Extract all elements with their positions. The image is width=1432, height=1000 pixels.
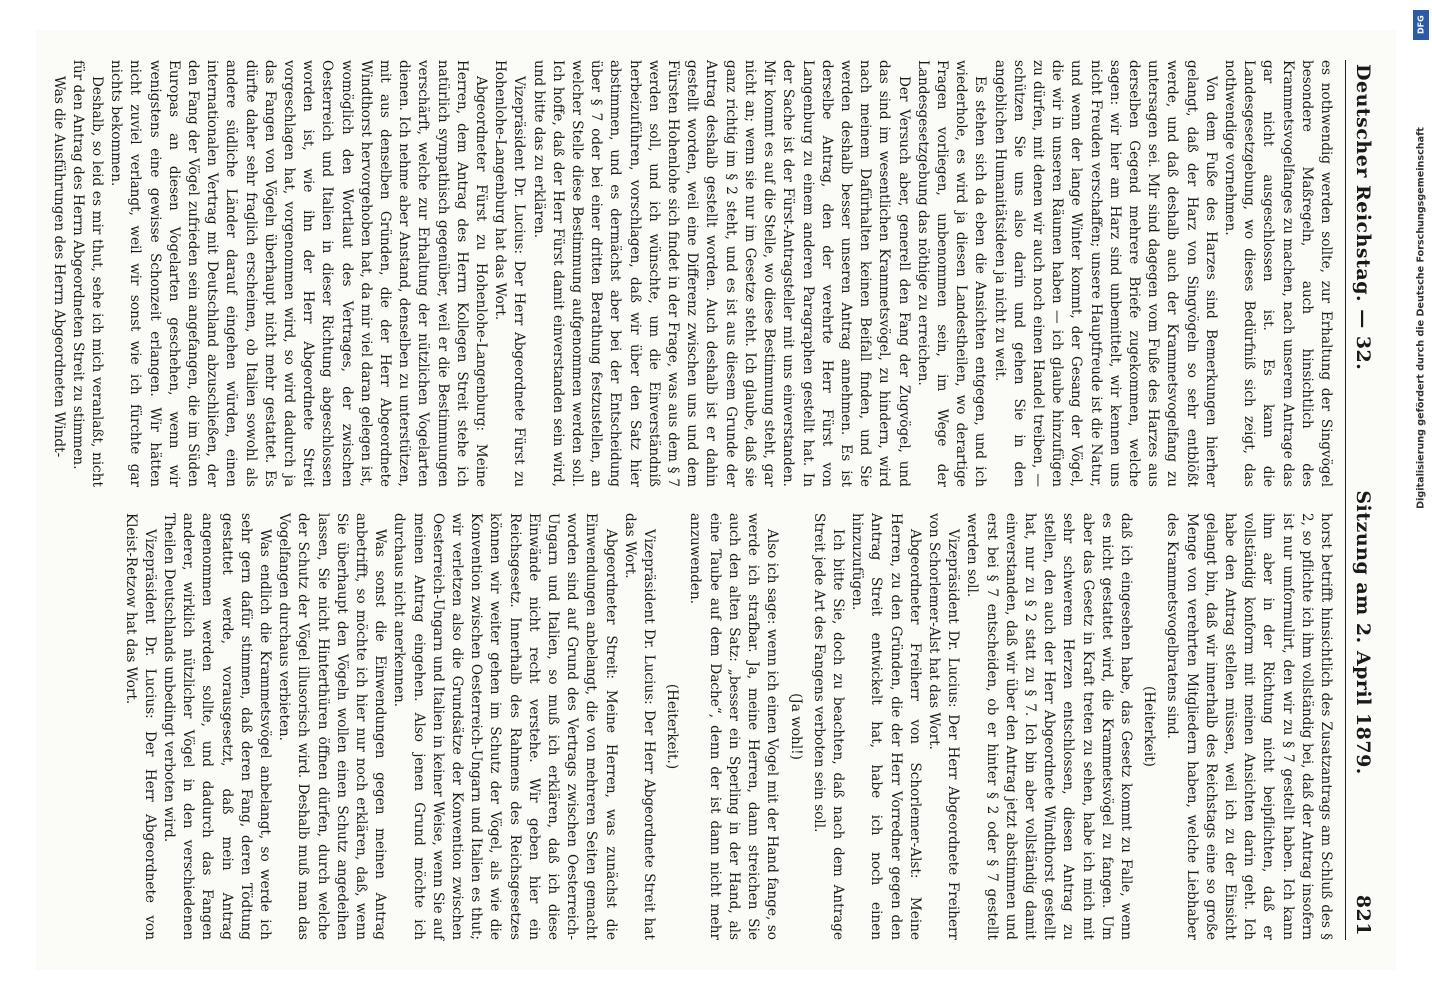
speaker-paragraph: Abgeordneter Fürst zu Hohenlohe-Langenburg: Meine Herren, dem Antrag des Herrn Kollegen Streit stehe ich natürlich sympathisch gegenüber, weil er die Bestimmungen verschärft, welche zur Erhaltung der nützlichen Vogelarten dienen. Ich nehme aber Anstand, denselben zu unterstützen, mit aus denselben Gründen, die der Herr Abgeordnete Windthorst hervorgehoben hat, da mir viel daran gelegen ist, womöglich den Wortlaut des Vertrages, der zwischen Oesterreich und Italien in dieser Richtung abgeschlossen worden ist, wie ihn der Herr Abgeordnete Streit vorgeschlagen hat, vorgenommen wird, so wird dadurch ja das Fangen von Vögeln überhaupt nicht mehr gestattet. Es dürfte daher sehr fraglich erscheinen, ob Italien sowohl als andere südliche Länder darauf eingehen würden, einen internationalen Vertrag mit Deutschland abzuschließen, der den Fang der Vögel zufrieden sein angefangen, die im Süden Europas an diesen Vogelarten geschehen, wenn wir wenigstens eine gewisse Schonzeit erlangen. Wir hätten nicht zuviel verlangt, weil wir sonst wie ich fürchte gar nichts bekommen. bbox=[108, 60, 490, 487]
paragraph: Ich bitte Sie, doch zu beachten, daß nach dem Antrage Streit jede Art des Fangens verboten sein soll. bbox=[810, 513, 846, 940]
paragraph: Deshalb, so leid es mir thut, sehe ich mich veranlaßt, nicht für den Antrag des Herrn Abgeordneten Streit zu stimmen. bbox=[69, 60, 105, 487]
paragraph: Also ich sage: wenn ich einen Vogel mit der Hand fange, so werde ich strafbar. Ja, meine Herren, dann streichen Sie auch den alten Satz: „besser ein Sperling in der Hand, als eine Taube auf dem Dache“, denn der ist dann nicht mehr anzuwenden. bbox=[687, 513, 781, 940]
speaker-paragraph: Vizepräsident Dr. Lucius: Der Herr Abgeordnete Streit hat das Wort. bbox=[621, 513, 658, 940]
dfg-logo: DFG bbox=[1413, 10, 1429, 40]
speaker-paragraph: Vizepräsident Dr. Lucius: Der Herr Abgeordnete Freiherr von Schorlemer-Alst hat das Wort. bbox=[925, 513, 962, 940]
speaker-paragraph: Abgeordneter Streit: Meine Herren, was zunächst die Einwendungen anbelangt, die von mehreren Seiten gemacht worden sind auf Grund des Vertrags zwischen Oesterreich-Ungarn und Italien, so muß ich erklären, daß ich diese Einwände nicht recht verstehe. Wir geben hier ein Reichsgesetz. Innerhalb des Rahmens des Reichsgesetzes können wir weiter gehen im Schutz der Vögel, als wie die Konvention zwischen Oesterreich-Ungarn und Italien es thut; wir verletzen also die Grundsätze der Konvention zwischen Oesterreich-Ungarn und Italien in keiner Weise, wenn Sie auf meinen Antrag eingehen. Also jenen Grund möchte ich durchaus nicht anerkennen. bbox=[391, 513, 619, 940]
paragraph: daß ich eingesehen habe, das Gesetz kommt zu Falle, wenn es nicht gestattet wird, die Krammetsvögel zu fangen. Um aber das Gesetz in Kraft treten zu sehen, habe ich mich mit sehr schwerem Herzen entschlossen, diesen Antrag zu stellen, den auch der Herr Abgeordnete Windthorst gestellt hat, nur zu § 2 statt zu § 7. Ich bin aber vollständig damit einverstanden, daß wir über den Antrag jetzt abstimmen und erst bei § 7 entscheiden, ob er hinter § 2 oder § 7 gestellt werden soll. bbox=[964, 513, 1134, 940]
session-date: Sitzung am 2. April 1879. bbox=[1352, 490, 1374, 775]
paragraph: Es stehen sich da eben die Ansichten entgegen, und ich wiederhole, es wird ja diesen Landestheilen, wo derartige Fragen vorliegen, unbenommen sein, im Wege der Landesgesetzgebung das nöthige zu erreichen. bbox=[914, 60, 989, 487]
paragraph: Der Versuch aber, generell den Fang der Zugvögel, und das sind im wesentlichen Krammetsvögel, zu hindern, wird nach meinem Dafürhalten keinen Beifall finden, und Sie werden deshalb besser unseren Antrag annehmen. Es ist derselbe Antrag, den der verehrte Herr Fürst von Langenburg zu einem anderen Paragraphen gestellt hat. In der Sache ist der Fürst-Antragsteller mit uns einverstanden. Mir kommt es auf die Stelle, wo diese Bestimmung steht, gar nicht an; wenn sie nur im Gesetze steht. Ich glaube, daß sie ganz richtig im § 2 steht, und es ist aus diesem Grunde der Antrag deshalb gestellt worden. Auch deshalb ist er dahin gestellt worden, weil eine Differenz zwischen uns und dem Fürsten Hohenlohe sich findet in der Frage, was aus dem § 7 werden soll, und ich wünschte, um die Einverständniß herbeizuführen, vorschlagen, daß wir über den Satz hier abstimmen, und es dermächst aber bei der Entscheidung über § 7 oder bei einer dritten Berathung festzustellen, an welcher Stelle diese Bestimmung aufgenommen werden soll. Ich hoffe, daß der Herr Fürst damit einverstanden sein wird, und bitte das zu erklären. bbox=[530, 60, 912, 487]
right-column bbox=[48, 513, 1335, 940]
running-head bbox=[1345, 60, 1374, 940]
paragraph: Was endlich die Krammetsvögel anbelangt, so werde ich sehr gern dafür stimmen, daß deren Fang, deren Tödtung gestattet werde, vorausgesetzt, daß mein Antrag angenommen werden sollte, und dadurch das Fangen anderer, wirklich nützlicher Vögel in den verschiedenen Theilen Deutschlands unbedingt verboten wird. bbox=[161, 513, 274, 940]
paragraph: es nothwendig werden sollte, zur Erhaltung der Singvögel besondere Maßregeln, auch hinsichtlich des Krammetsvogelfanges zu machen, nach unserem Antrage das gar nicht ausgeschlossen ist. Es kann die Landesgesetzgebung, wo dieses Bedürfniß sich zeigt, das nothwendige vornehmen. bbox=[1221, 60, 1334, 487]
publication-title: Deutscher Reichstag. — 32. bbox=[1352, 64, 1374, 371]
text-columns bbox=[48, 60, 1335, 940]
speaker-paragraph: Vizepräsident Dr. Lucius: Der Herr Abgeordnete von Kleist-Retzow hat das Wort. bbox=[122, 513, 158, 940]
paragraph: Was sonst die Einwendungen gegen meinen Antrag anbetrifft, so möchte ich hier nur noch erklären, daß, wenn Sie überhaupt den Vögeln wollen einen Schutz angedeihen lassen, Sie nicht Hinterthüren öffnen dürfen, durch welche der Schutz der Vögel illusorisch wird. Deshalb muß man das Vogelfangen durchaus verbieten. bbox=[276, 513, 389, 940]
page-number: 821 bbox=[1352, 894, 1374, 936]
paragraph: Von dem Fuße des Harzes sind Bemerkungen hierher gelangt, daß der Harz von Singvögeln so sehr entblößt werde, und daß deshalb auch der Krammetsvogelfang zu untersagen sei. Mir sind dagegen vom Fuße des Harzes aus derselben Gegend mehrere Briefe zugekommen, welche sagen: wir hier am Harz sind unbemittelt, wir kennen uns nicht Freuden verschaffen; unsere Hauptfreude ist die Natur, und wenn der lange Winter kommt, der Gesang der Vögel, die wir in unseren Räumen haben — ich glaube hinzufügen zu dürfen, mit denen wir auch noch einen Handel treiben, — schützen Sie uns also darin und gehen Sie in den angeblichen Humanitätsideen ja nicht zu weit. bbox=[991, 60, 1219, 487]
speaker-paragraph: Abgeordneter Freiherr von Schorlemer-Alst: Meine Herren, zu den Gründen, die der Herr Vorredner gegen den Antrag Streit entwickelt hat, habe ich noch einen hinzuzufügen. bbox=[849, 513, 923, 940]
interjection: (Heiterkeit) bbox=[1141, 686, 1158, 767]
newspaper-page bbox=[36, 30, 1396, 970]
left-column bbox=[48, 60, 1335, 487]
paragraph: horst betrifft hinsichtlich des Zusatzantrags am Schluß des § 2, so pflichte ich ihm vollständig bei, daß der Antrag insofern ist nur umformulirt, den wir zu § 7 gestellt haben. Ich kann ihm aber in der Richtung nicht beipflichten, daß er vollständig konform mit meinen Ansichten darin geht. Ich habe den Antrag stellen müssen, weil ich zu der Einsicht gelangt bin, daß wir innerhalb des Reichstags eine so große Menge von verehrten Mitgliedern haben, welche Liebhaber des Krammetsvogelbratens sind. bbox=[1164, 513, 1334, 940]
funding-note: Digitalisierung gefördert durch die Deutsche Forschungsgemeinschaft bbox=[1415, 127, 1427, 509]
speaker-paragraph: Vizepräsident Dr. Lucius: Der Herr Abgeordnete Fürst zu Hohenlohe-Langenburg hat das Wort. bbox=[492, 60, 528, 487]
interjection: (Heiterkeit.) bbox=[664, 683, 681, 770]
paragraph: Was die Ausführungen des Herrn Abgeordneten Windt- bbox=[50, 76, 67, 458]
interjection: (Ja wohl!) bbox=[787, 693, 804, 760]
